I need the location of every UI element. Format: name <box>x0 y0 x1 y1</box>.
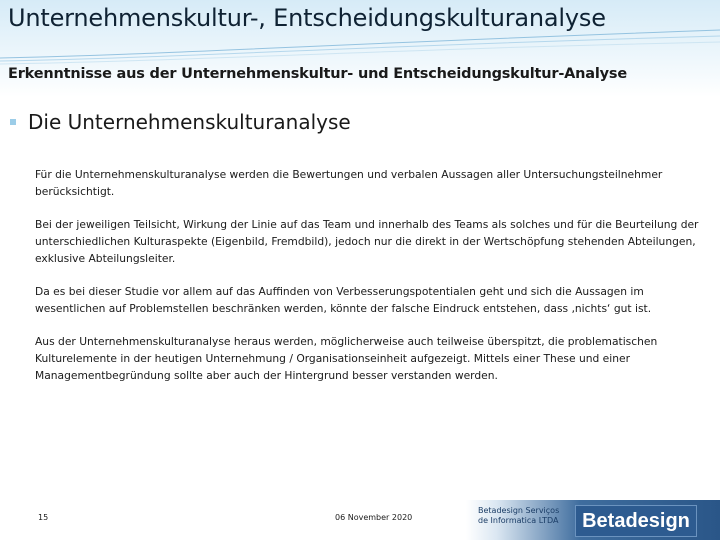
slide-subtitle: Erkenntnisse aus der Unternehmenskultur- und Entscheidungskultur-Analyse <box>8 66 627 82</box>
content-body <box>35 166 715 400</box>
paragraph-3: Da es bei dieser Studie vor allem auf das Auffinden von Verbesserungspotentialen geht und sich die Aussagen im wesentlichen auf Problemstellen beschränken werden, könnte der falsche Eindruck entstehen, dass ‚nichts‘ gut ist. <box>35 285 652 315</box>
page-number: 15 <box>38 513 49 522</box>
company-name <box>478 506 559 526</box>
bullet-text: Die Unternehmenskulturanalyse <box>28 110 351 134</box>
company-line-2: de Informatica LTDA <box>478 516 559 525</box>
footer-date: 06 November 2020 <box>335 513 413 522</box>
slide-title: Unternehmenskultur-, Entscheidungskulturanalyse <box>8 4 606 32</box>
bullet-item <box>10 110 351 134</box>
paragraph-2: Bei der jeweiligen Teilsicht, Wirkung der Linie auf das Team und innerhalb des Teams als solches und für die Beurteilung der unterschiedlichen Kulturaspekte (Eigenbild, Fremdbild), jedoch nur die direkt in der Wertschöpfung stehenden Abteilungen, exklusive Abteilungsleiter. <box>35 218 699 265</box>
company-line-1: Betadesign Serviços <box>478 506 560 515</box>
betadesign-logo: Betadesign <box>575 505 697 537</box>
paragraph-1: Für die Unternehmenskulturanalyse werden die Bewertungen und verbalen Aussagen aller Untersuchungsteilnehmer berücksichtigt. <box>35 168 663 198</box>
paragraph-4: Aus der Unternehmenskulturanalyse heraus werden, möglicherweise auch teilweise überspitzt, die problematischen Kulturelemente in der heutigen Unternehmung / Organisationseinheit aufgezeigt. Mittels einer These und einer Managementbegründung sollte aber auch der Hintergrund besser verstanden werden. <box>35 335 658 382</box>
bullet-square-icon <box>10 119 16 125</box>
